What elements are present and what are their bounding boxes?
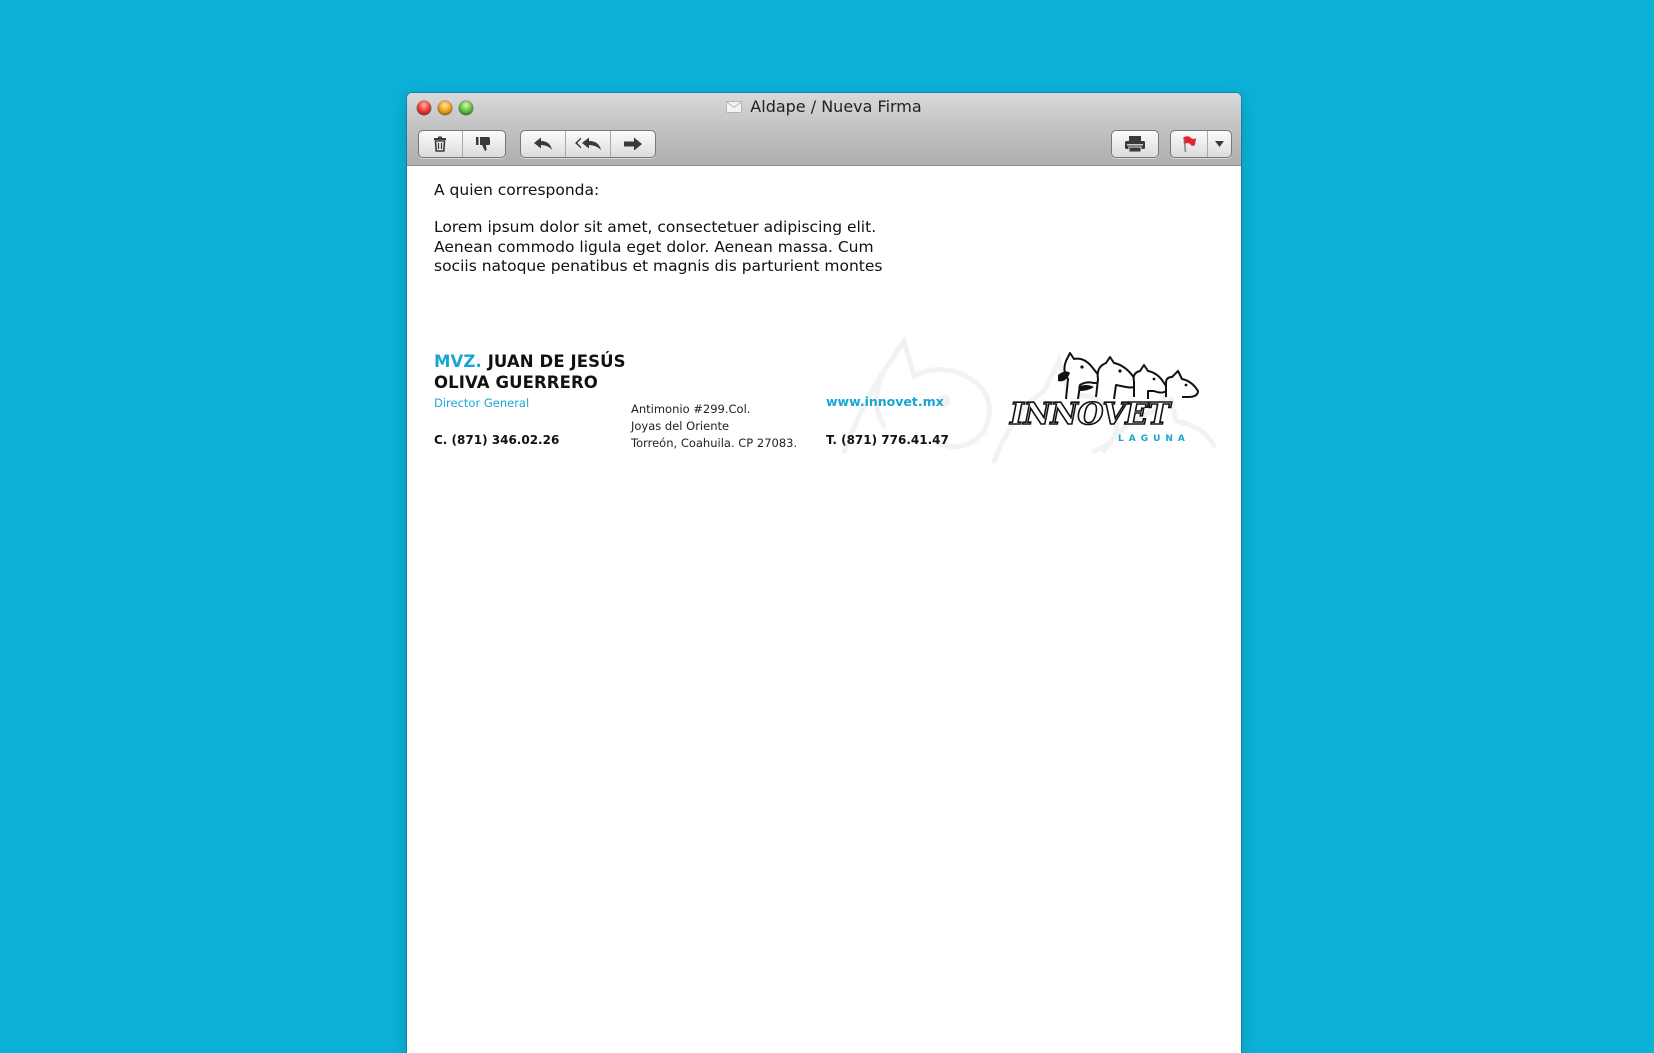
innovet-logo [1010,351,1200,451]
print-group [1111,130,1159,158]
address-line: Joyas del Oriente [631,419,730,433]
forward-button[interactable] [611,131,655,157]
reply-actions-group [520,130,656,158]
message-body: Lorem ipsum dolor sit amet, consectetuer adipiscing elit. Aenean commodo ligula eget dolor. Aenean massa. Cum sociis natoque penatibus et magnis dis parturient montes [434,218,883,275]
reply-icon [533,137,553,151]
window-titlebar [407,93,1241,166]
reply-button[interactable] [521,131,566,157]
window-title: Aldape / Nueva Firma [750,97,922,116]
animals-logo-icon [1036,351,1216,401]
signature-name-line1: JUAN DE JESÚS [487,352,626,371]
logo-wordmark: INNOVET [1010,397,1170,432]
mail-window [407,93,1241,1053]
address-line: Antimonio #299.Col. [631,402,751,416]
forward-icon [623,137,643,151]
window-title-area [407,97,1241,117]
chevron-down-icon [1215,141,1224,147]
signature-role: Director General [434,396,530,410]
signature-cell-phone: C. (871) 346.02.26 [434,433,560,447]
printer-icon [1124,135,1146,153]
trash-icon [433,136,447,152]
signature-name [434,351,626,393]
reply-all-icon [574,137,602,151]
logo-subtitle: LAGUNA [1118,434,1190,444]
flag-icon [1181,135,1197,153]
message-greeting: A quien corresponda: [434,181,600,199]
flag-options-button[interactable] [1208,131,1231,157]
flag-group [1170,130,1232,158]
message-actions-group [418,130,506,158]
junk-button[interactable] [463,131,506,157]
signature-website-link[interactable]: www.innovet.mx [826,394,944,409]
signature-office-phone: T. (871) 776.41.47 [826,433,949,447]
envelope-icon [726,101,742,113]
signature-title-prefix: MVZ. [434,352,482,371]
thumbs-down-icon [475,136,493,152]
email-signature [434,351,1224,486]
message-content [407,166,1241,1053]
reply-all-button[interactable] [566,131,611,157]
print-button[interactable] [1112,131,1158,157]
signature-address [631,401,797,452]
toolbar [407,130,1241,156]
flag-button[interactable] [1171,131,1208,157]
delete-button[interactable] [419,131,463,157]
signature-name-line2: OLIVA GUERRERO [434,373,598,392]
address-line: Torreón, Coahuila. CP 27083. [631,436,798,450]
